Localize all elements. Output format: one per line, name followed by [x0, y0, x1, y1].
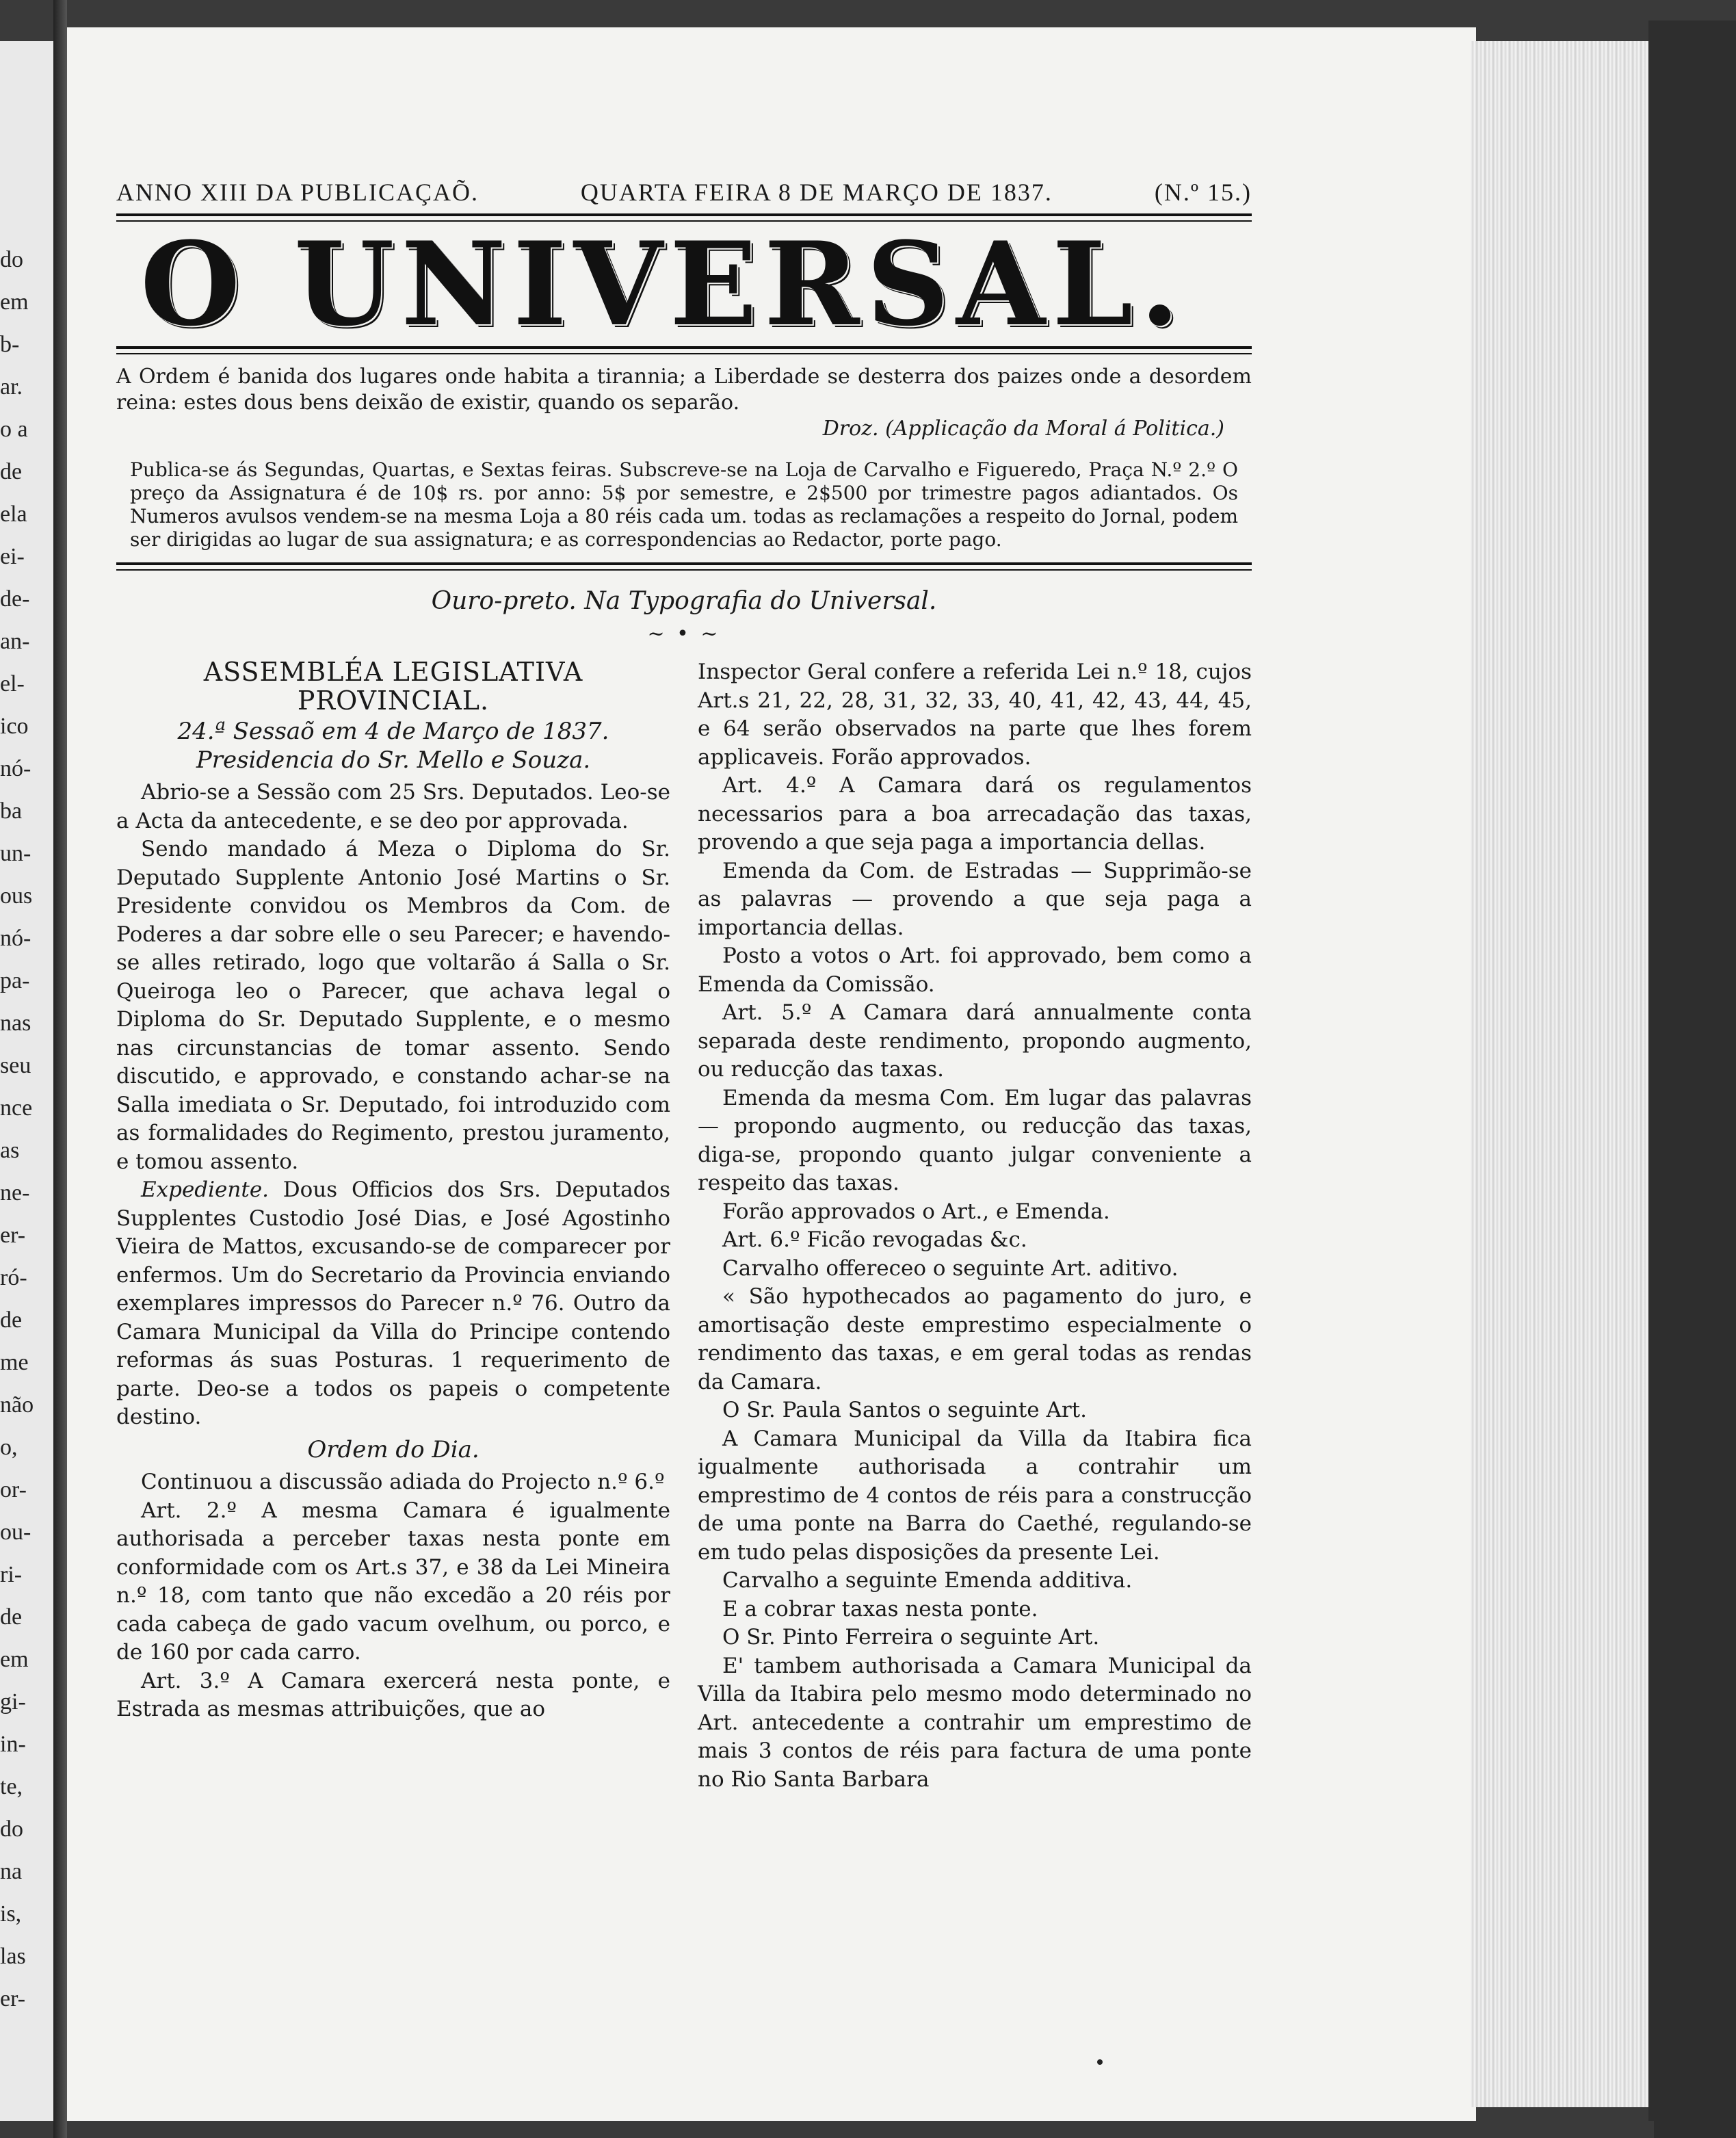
adjacent-page-fragment: te, [0, 1774, 23, 1799]
section-heading: Ordem do Dia. [307, 1435, 479, 1463]
adjacent-page-fragment: pa- [0, 968, 30, 993]
newspaper-sheet [116, 178, 1252, 1794]
article-heading: ASSEMBLÉA LEGISLATIVA PROVINCIAL. [203, 657, 583, 716]
imprint: Ouro-preto. Na Typografia do Universal. [431, 587, 937, 615]
adjacent-page-fragment: is, [0, 1901, 22, 1927]
paragraph: O Sr. Paula Santos o seguinte Art. [722, 1398, 1087, 1422]
epigraph-text: A Ordem é banida dos lugares onde habita a tirannia; a Liberdade se desterra dos paizes onde a desordem reina: estes dous bens deixão de existir, quando os separão. [116, 365, 1252, 415]
ornament-divider: ~ • ~ [647, 622, 721, 646]
adjacent-page-fragment: er- [0, 1223, 26, 1248]
adjacent-page-fragment: na [0, 1859, 23, 1884]
epigraph [116, 358, 1252, 445]
paragraph [116, 1176, 670, 1432]
expediente-label: Expediente. [141, 1177, 269, 1202]
paragraph: E' tambem authorisada a Camara Municipal da Villa da Itabira pelo mesmo modo determinado no Art. antecedente a contrahir um emprestimo de mais 3 contos de réis para factura de uma ponte no Rio Santa Barbara [698, 1653, 1252, 1792]
adjacent-page-fragment: b- [0, 332, 20, 357]
paragraph: Continuou a discussão adiada do Projecto n.º 6.º [141, 1470, 665, 1494]
adjacent-page-fragment: or- [0, 1477, 27, 1502]
adjacent-page-fragment: ei- [0, 544, 25, 569]
adjacent-page-fragment: ne- [0, 1180, 30, 1205]
paragraph: Carvalho a seguinte Emenda additiva. [722, 1568, 1133, 1593]
book-page-edges [1471, 41, 1653, 2107]
newspaper-title: O UNIVERSAL. [140, 216, 1187, 352]
adjacent-page-fragment: de [0, 1604, 23, 1630]
bottom-shadow [67, 2121, 1654, 2138]
subscription-notice: Publica-se ás Segundas, Quartas, e Sextas feiras. Subscreve-se na Loja de Carvalho e Figueredo, Praça N.º 2.º O preço da Assignatura é de 10$ rs. por anno: 5$ por semestre, e 2$500 por trimestre pagos adiantados. Os Numeros avulsos vendem-se na mesma Loja a 80 réis cada um. todas as reclamações a respeito do Jornal, podem ser dirigidas ao lugar de sua assignatura; e as correspondencias ao Redactor, porte pago. [130, 458, 1238, 551]
issue-date: QUARTA FEIRA 8 DE MARÇO DE 1837. [580, 179, 1053, 206]
adjacent-page-fragment: nas [0, 1011, 31, 1036]
adjacent-page-fragment: em [0, 1647, 29, 1672]
adjacent-page-fragment: do [0, 1816, 23, 1842]
book-cover [1648, 21, 1736, 2138]
adjacent-page-fragment: ar. [0, 374, 23, 400]
epigraph-author: Droz. (Applicação da Moral á Politica.) [822, 417, 1224, 441]
adjacent-page-fragment: de- [0, 586, 30, 612]
paragraph: Art. 2.º A mesma Camara é igualmente authorisada a perceber taxas nesta ponte em conformidade com os Art.s 37, e 38 da Lei Mineira n.º 18, com tanto que não excedão a 20 réis por cada cabeça de gado vacum ovelhum, ou porco, e de 160 por cada carro. [116, 1498, 670, 1665]
adjacent-page-fragment: nce [0, 1095, 33, 1121]
ink-dot [1097, 2059, 1103, 2065]
adjacent-page-fragment: er- [0, 1986, 26, 2011]
adjacent-page-edge [0, 41, 53, 2121]
paragraph: Art. 4.º A Camara dará os regulamentos necessarios para a boa arrecadação das taxas, provendo a que seja paga a importancia dellas. [698, 773, 1252, 855]
adjacent-page-fragment: do [0, 247, 23, 272]
adjacent-page-fragment: gi- [0, 1689, 26, 1715]
adjacent-page-fragment: ró- [0, 1265, 27, 1290]
article-columns [116, 658, 1252, 1794]
adjacent-page-fragment: ous [0, 883, 33, 909]
paragraph: Emenda da mesma Com. Em lugar das palavras — propondo augmento, ou reducção das taxas, diga-se, propondo quanto julgar conveniente a respeito das taxas. [698, 1085, 1252, 1195]
adjacent-page-fragment: não [0, 1392, 34, 1418]
issue-number: (N.º 15.) [1154, 179, 1252, 206]
adjacent-page-fragment: me [0, 1350, 29, 1375]
adjacent-page-fragment: an- [0, 629, 30, 654]
presidency-line: Presidencia do Sr. Mello e Souza. [196, 746, 591, 774]
adjacent-page-fragment: ba [0, 798, 23, 824]
adjacent-page-fragment: ico [0, 714, 29, 739]
paragraph: E a cobrar taxas nesta ponte. [722, 1596, 1038, 1621]
notice-rule [116, 562, 1252, 571]
expediente-text: Dous Officios dos Srs. Deputados Supplentes Custodio José Dias, e José Agostinho Vieira de Mattos, excusando-se de comparecer por enfermos. Um do Secretario da Provincia enviando exemplares impressos do Parecer n.º 76. Outro da Camara Municipal da Villa do Principe contendo reformas ás suas Posturas. 1 requerimento de parte. Deo-se a todos os papeis o competente destino. [116, 1177, 670, 1429]
paragraph: Emenda da Com. de Estradas — Supprimão-se as palavras — provendo a que seja paga a importancia dellas. [698, 858, 1252, 940]
paragraph: Inspector Geral confere a referida Lei n.º 18, cujos Art.s 21, 22, 28, 31, 32, 33, 40, 41, 42, 43, 44, 45, e 64 serão observados na parte que lhes forem applicaveis. Forão approvados. [698, 660, 1252, 770]
paragraph: Carvalho offereceo o seguinte Art. aditivo. [722, 1255, 1179, 1281]
adjacent-page-fragment: un- [0, 841, 31, 866]
paragraph: Art. 6.º Ficão revogadas &c. [722, 1227, 1027, 1252]
paragraph: Art. 5.º A Camara dará annualmente conta separada deste rendimento, propondo augmento, ou reducção das taxas. [698, 1000, 1252, 1082]
adjacent-page-fragment: seu [0, 1053, 31, 1078]
paragraph: Sendo mandado á Meza o Diploma do Sr. Deputado Supplente Antonio José Martins o Sr. Presidente convidou os Membros da Com. de Poderes a dar sobre elle o seu Parecer; e havendo-se alles retirado, logo que voltarão á Salla o Sr. Queiroga leo o Parecer, que achava legal o Diploma do Sr. Deputado Supplente, e o mesmo nas circunstancias de tomar assento. Sendo discutido, e approvado, e constando achar-se na Salla imediata o Sr. Deputado, foi introduzido com as formalidades do Regimento, prestou juramento, e tomou assento. [116, 837, 670, 1174]
paragraph: A Camara Municipal da Villa da Itabira fica igualmente authorisada a contrahir um emprestimo de 4 contos de réis para a construcção de uma ponte na Barra do Caethé, regulando-se em tudo pelas disposições da presente Lei. [698, 1426, 1252, 1565]
adjacent-page-fragment: in- [0, 1732, 26, 1757]
right-column [698, 658, 1252, 1794]
book-gutter [53, 0, 67, 2138]
adjacent-page-fragment: ou- [0, 1520, 31, 1545]
adjacent-page-fragment: las [0, 1944, 26, 1969]
paragraph: Art. 3.º A Camara exercerá nesta ponte, e Estrada as mesmas attribuições, que ao [116, 1668, 670, 1721]
adjacent-page-fragment: o a [0, 417, 28, 442]
adjacent-page-fragment: de [0, 459, 23, 484]
adjacent-page-fragment: nó- [0, 926, 31, 951]
paragraph: Abrio-se a Sessão com 25 Srs. Deputados. Leo-se a Acta da antecedente, e se deo por approvada. [116, 780, 670, 833]
masthead-info [116, 178, 1252, 207]
publication-year: ANNO XIII DA PUBLICAÇAÕ. [116, 179, 479, 206]
paragraph: Posto a votos o Art. foi approvado, bem como a Emenda da Comissão. [698, 943, 1252, 997]
adjacent-page-fragment: nó- [0, 756, 31, 781]
adjacent-page-fragment: em [0, 289, 29, 315]
paragraph: Forão approvados o Art., e Emenda. [722, 1199, 1110, 1224]
adjacent-page-fragment: o, [0, 1435, 18, 1460]
paragraph: O Sr. Pinto Ferreira o seguinte Art. [722, 1625, 1100, 1650]
left-column [116, 658, 670, 1794]
adjacent-page-fragment: ri- [0, 1562, 23, 1587]
session-line: 24.ª Sessaõ em 4 de Março de 1837. [177, 718, 609, 745]
adjacent-page-fragment: ela [0, 501, 27, 527]
adjacent-page-fragment: as [0, 1138, 20, 1163]
adjacent-page-fragment: de [0, 1307, 23, 1333]
adjacent-page-fragment: el- [0, 671, 25, 696]
paragraph: « São hypothecados ao pagamento do juro, e amortisação deste emprestimo especialmente o rendimento das taxas, e em geral todas as rendas da Camara. [698, 1284, 1252, 1394]
